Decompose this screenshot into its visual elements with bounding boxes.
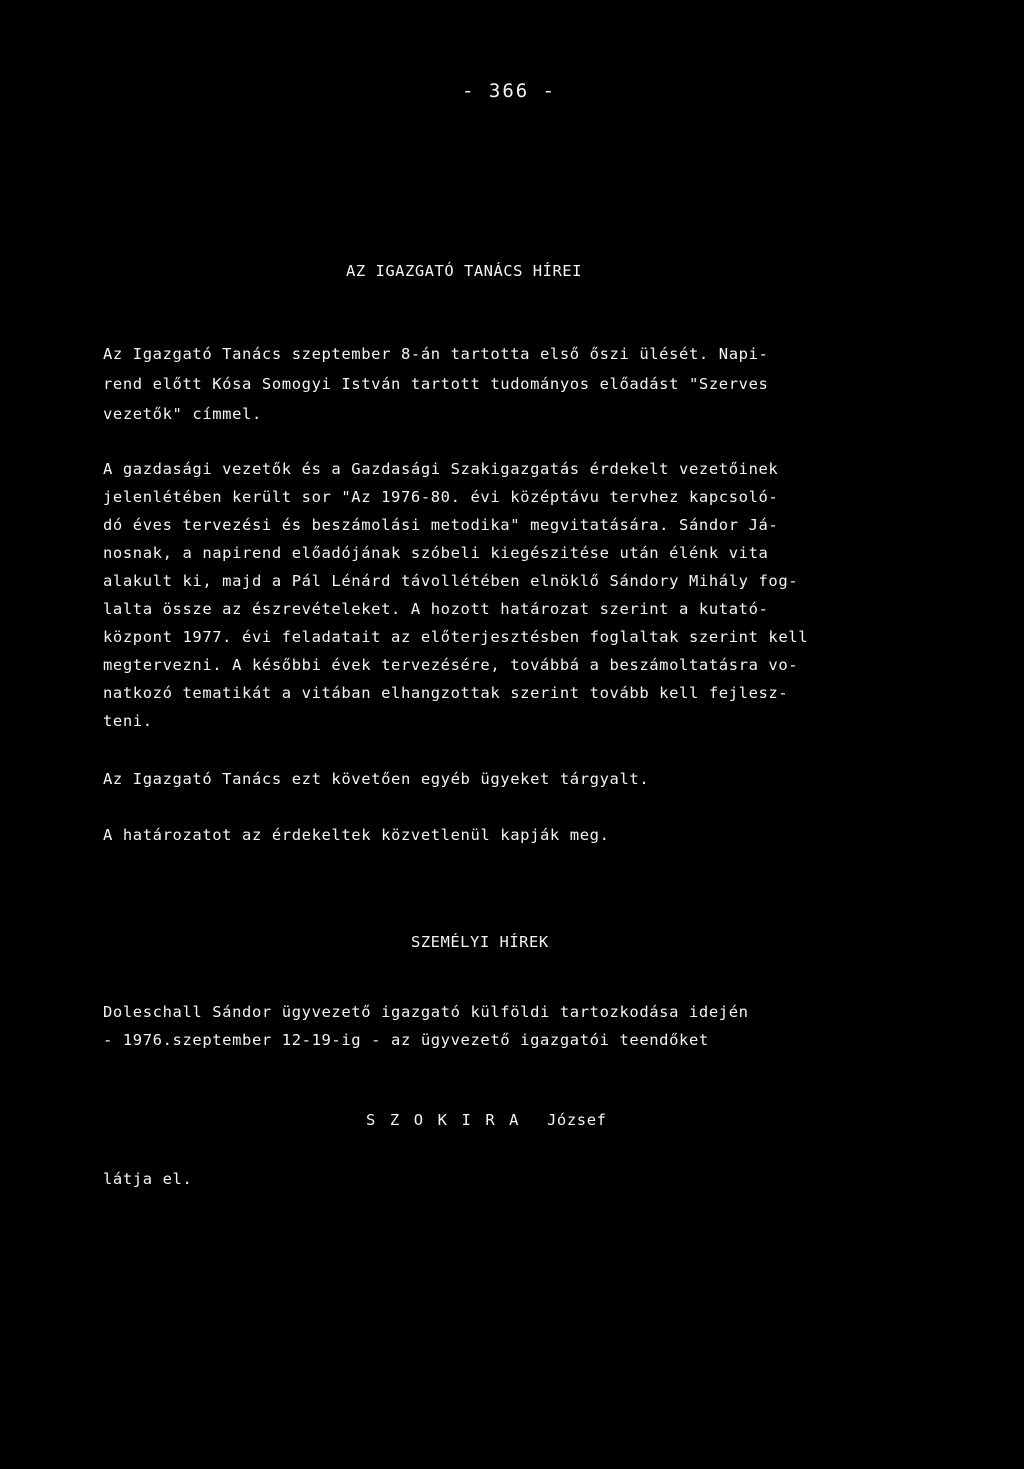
paragraph-line: Doleschall Sándor ügyvezető igazgató külföldi tartozkodása idején — [103, 1003, 749, 1021]
paragraph-line: teni. — [103, 712, 153, 730]
paragraph-line: megtervezni. A későbbi évek tervezésére, továbbá a beszámoltatásra vo- — [103, 656, 799, 674]
paragraph-line: - 1976.szeptember 12-19-ig - az ügyvezető igazgatói teendőket — [103, 1031, 709, 1049]
section-heading-igazgato-tanacs: AZ IGAZGATÓ TANÁCS HÍREI — [346, 262, 582, 280]
section-heading-szemelyi-hirek: SZEMÉLYI HÍREK — [411, 933, 549, 951]
paragraph-line: központ 1977. évi feladatait az előterjesztésben foglaltak szerint kell — [103, 628, 809, 646]
paragraph-line: rend előtt Kósa Somogyi István tartott tudományos előadást "Szerves — [103, 375, 769, 393]
paragraph-line: nosnak, a napirend előadójának szóbeli kiegészitése után élénk vita — [103, 544, 769, 562]
paragraph-line: Az Igazgató Tanács szeptember 8-án tartotta első őszi ülését. Napi- — [103, 345, 769, 363]
paragraph-line: A gazdasági vezetők és a Gazdasági Szakigazgatás érdekelt vezetőinek — [103, 460, 779, 478]
paragraph-line: vezetők" címmel. — [103, 405, 262, 423]
signature-name: S Z O K I R A József — [366, 1111, 607, 1129]
paragraph-line: jelenlétében került sor "Az 1976-80. évi középtávu tervhez kapcsoló- — [103, 488, 779, 506]
page-number: - 366 - — [462, 80, 557, 102]
paragraph-line: Az Igazgató Tanács ezt követően egyéb ügyeket tárgyalt. — [103, 770, 650, 788]
paragraph-line: lalta össze az észrevételeket. A hozott határozat szerint a kutató- — [103, 600, 769, 618]
paragraph-line: natkozó tematikát a vitában elhangzottak szerint tovább kell fejlesz- — [103, 684, 789, 702]
paragraph-line: dó éves tervezési és beszámolási metodika" megvitatására. Sándor Já- — [103, 516, 779, 534]
paragraph-line: alakult ki, majd a Pál Lénárd távollétében elnöklő Sándory Mihály fog- — [103, 572, 799, 590]
paragraph-line: látja el. — [103, 1170, 193, 1188]
paragraph-line: A határozatot az érdekeltek közvetlenül kapják meg. — [103, 826, 610, 844]
